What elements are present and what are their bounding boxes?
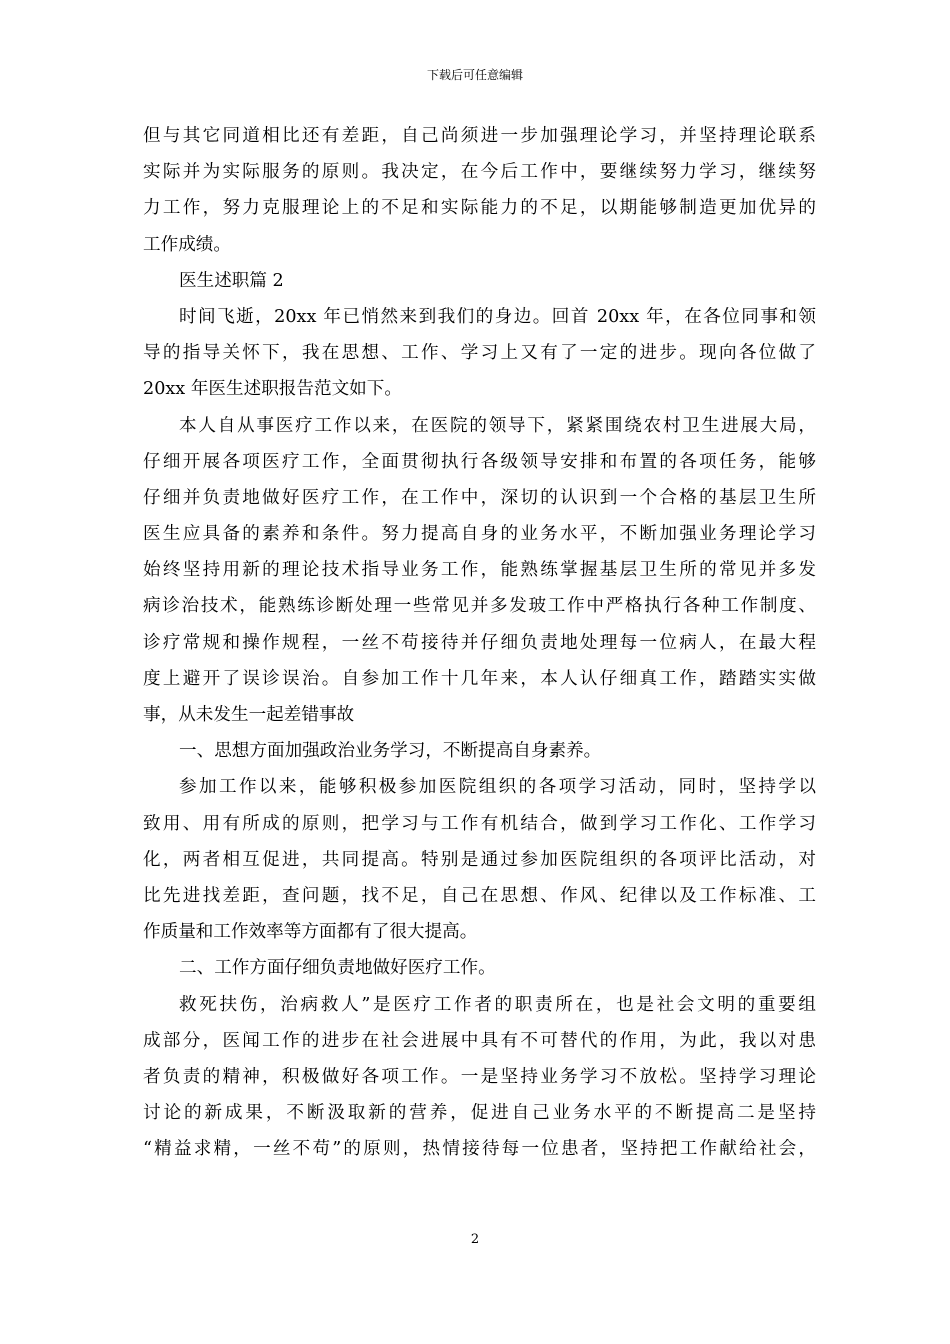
text-line: 化，两者相互促进，共同提高。特别是通过参加医院组织的各项评比活动，对 xyxy=(143,849,816,870)
document-body xyxy=(143,118,816,1167)
text-line: 病诊治技术，能熟练诊断处理一些常见并多发玻工作中严格执行各种工作制度、 xyxy=(143,596,816,617)
text-line: “精益求精，一丝不苟”的原则，热情接待每一位患者，坚持把工作献给社会， xyxy=(143,1139,816,1160)
page-number: 2 xyxy=(470,1232,480,1247)
text-line: 时间飞逝，20xx 年已悄然来到我们的身边。回首 20xx 年，在各位同事和领 xyxy=(179,306,816,327)
text-line: 致用、用有所成的原则，把学习与工作有机结合，做到学习工作化、工作学习 xyxy=(143,813,816,834)
text-line: 成部分，医闻工作的进步在社会进展中具有不可替代的作用，为此，我以对患 xyxy=(143,1030,816,1051)
section-heading: 一、思想方面加强政治业务学习，不断提高自身素养。 xyxy=(179,741,602,762)
text-line: 参加工作以来，能够积极参加医院组织的各项学习活动，同时，坚持学以 xyxy=(179,777,816,798)
text-line: 实际并为实际服务的原则。我决定，在今后工作中，要继续努力学习，继续努 xyxy=(143,162,816,183)
text-line: 度上避开了误诊误治。自参加工作十几年来，本人认仔细真工作，踏踏实实做 xyxy=(143,668,816,689)
text-line: 医生应具备的素养和条件。努力提高自身的业务水平，不断加强业务理论学习 xyxy=(143,524,816,545)
text-line: 比先进找差距，查问题，找不足，自己在思想、作风、纪律以及工作标准、工 xyxy=(143,885,816,906)
text-line: 始终坚持用新的理论技术指导业务工作，能熟练掌握基层卫生所的常见并多发 xyxy=(143,560,816,581)
text-line: 诊疗常规和操作规程，一丝不苟接待并仔细负责地处理每一位病人，在最大程 xyxy=(143,632,816,653)
section-heading: 二、工作方面仔细负责地做好医疗工作。 xyxy=(179,958,496,979)
page-header: 下载后可任意编辑 xyxy=(426,68,523,82)
text-line: 导的指导关怀下，我在思想、工作、学习上又有了一定的进步。现向各位做了 xyxy=(143,343,816,364)
text-line: 事，从未发生一起差错事故 xyxy=(143,705,355,725)
section-heading: 医生述职篇 2 xyxy=(179,270,284,291)
text-line: 救死扶伤，治病救人”是医疗工作者的职责所在，也是社会文明的重要组 xyxy=(179,994,816,1015)
text-line: 作质量和工作效率等方面都有了很大提高。 xyxy=(143,922,478,943)
text-line: 仔细并负责地做好医疗工作，在工作中，深切的认识到一个合格的基层卫生所 xyxy=(143,487,816,508)
text-line: 仔细开展各项医疗工作，全面贯彻执行各级领导安排和布置的各项任务，能够 xyxy=(143,451,816,472)
text-line: 工作成绩。 xyxy=(143,234,231,255)
text-line: 力工作，努力克服理论上的不足和实际能力的不足，以期能够制造更加优异的 xyxy=(143,198,816,219)
text-line: 20xx 年医生述职报告范文如下。 xyxy=(143,379,402,400)
text-line: 讨论的新成果，不断汲取新的营养，促进自己业务水平的不断提高二是坚持 xyxy=(143,1103,816,1124)
text-line: 者负责的精神，积极做好各项工作。一是坚持业务学习不放松。坚持学习理论 xyxy=(143,1066,816,1087)
text-line: 本人自从事医疗工作以来，在医院的领导下，紧紧围绕农村卫生进展大局， xyxy=(179,415,816,436)
text-line: 但与其它同道相比还有差距，自己尚须进一步加强理论学习，并坚持理论联系 xyxy=(143,126,816,146)
